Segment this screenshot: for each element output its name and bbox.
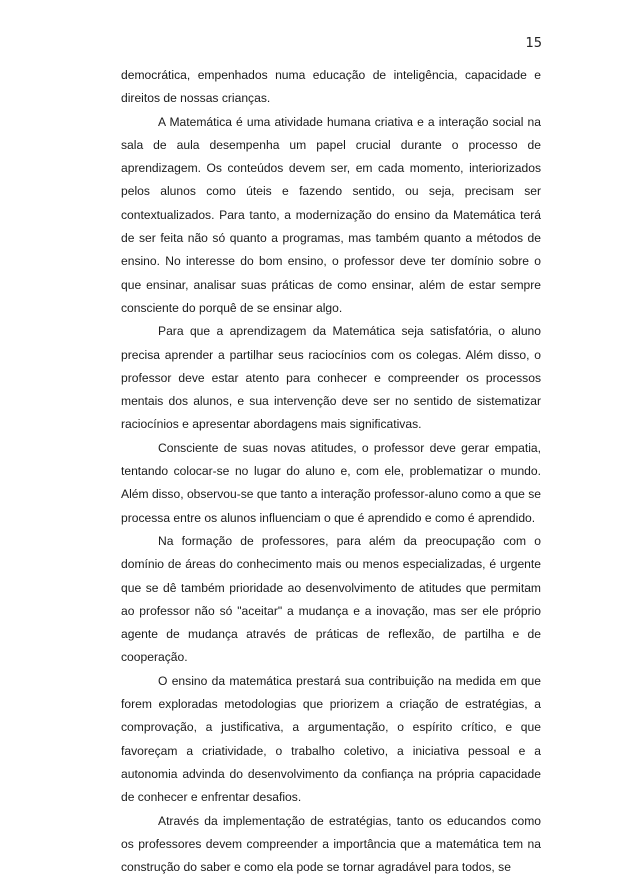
body-text [121,64,541,879]
paragraph: A Matemática é uma atividade humana criativa e a interação social na sala de aula desempenha um papel crucial durante o processo de aprendizagem. Os conteúdos devem ser, em cada momento, interiorizados pelos alunos como úteis e fazendo sentido, ou seja, precisam ser contextualizados. Para tanto, a modernização do ensino da Matemática terá de ser feita não só quanto a programas, mas também quanto a métodos de ensino. No interesse do bom ensino, o professor deve ter domínio sobre o que ensinar, analisar suas práticas de como ensinar, além de estar sempre consciente do porquê de se ensinar algo. [121,111,541,321]
paragraph-continuation: democrática, empenhados numa educação de inteligência, capacidade e direitos de nossas crianças. [121,64,541,111]
paragraph: Através da implementação de estratégias, tanto os educandos como os professores devem compreender a importância que a matemática tem na construção do saber e como ela pode se tornar agradável para todos, se [121,810,541,879]
paragraph: O ensino da matemática prestará sua contribuição na medida em que forem exploradas metodologias que priorizem a criação de estratégias, a comprovação, a justificativa, a argumentação, o espírito crítico, e que favoreçam a criatividade, o trabalho coletivo, a iniciativa pessoal e a autonomia advinda do desenvolvimento da confiança na própria capacidade de conhecer e enfrentar desafios. [121,670,541,810]
paragraph: Na formação de professores, para além da preocupação com o domínio de áreas do conhecimento mais ou menos especializadas, é urgente que se dê também prioridade ao desenvolvimento de atitudes que permitam ao professor não só "aceitar" a mudança e a inovação, mas ser ele próprio agente de mudança através de práticas de reflexão, de partilha e de cooperação. [121,530,541,670]
paragraph: Para que a aprendizagem da Matemática seja satisfatória, o aluno precisa aprender a partilhar seus raciocínios com os colegas. Além disso, o professor deve estar atento para conhecer e compreender os processos mentais dos alunos, e sua intervenção deve ser no sentido de sistematizar raciocínios e apresentar abordagens mais significativas. [121,320,541,436]
paragraph: Consciente de suas novas atitudes, o professor deve gerar empatia, tentando colocar-se no lugar do aluno e, com ele, problematizar o mundo. Além disso, observou-se que tanto a interação professor-aluno como a que se processa entre os alunos influenciam o que é aprendido e como é aprendido. [121,437,541,530]
page-number: 15 [525,36,542,51]
